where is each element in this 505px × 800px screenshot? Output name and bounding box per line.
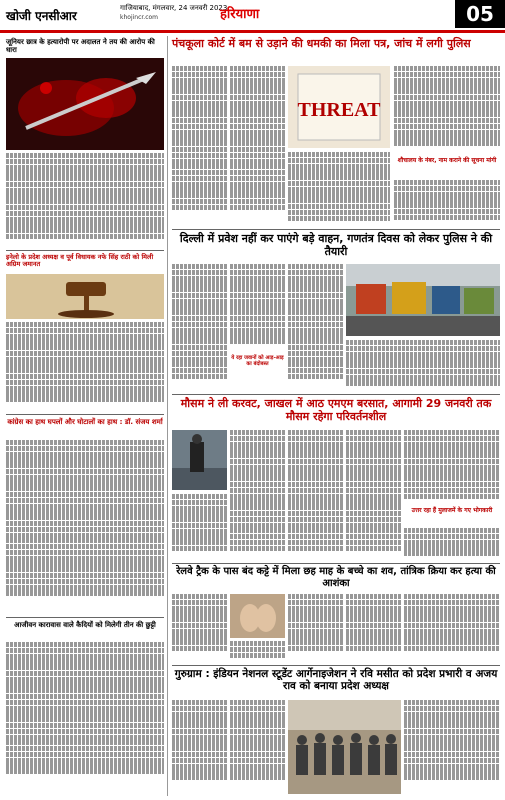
left-story3-headline: कांग्रेस का हाथ घपलों और घोटालों का हाथ : डॉ. संजय शर्मा xyxy=(7,418,163,426)
section-title: हरियाणा xyxy=(220,7,260,22)
left-story3-body xyxy=(6,440,164,615)
left-story1-body xyxy=(6,153,164,248)
right-side-headline: शौचालय के नंबर, नाम कराने की सूचना मांगी xyxy=(397,157,497,164)
delhi-story-body-1 xyxy=(172,264,227,390)
gurugram-story-body-2 xyxy=(230,700,285,794)
weather-photo xyxy=(172,430,227,490)
top-story-body-2 xyxy=(230,66,285,226)
gurugram-story-headline: गुरुग्राम : इंडियन नेशनल स्टूडेंट आर्गेनाइजेशन ने रवि मसीत को प्रदेश प्रभारी व अजय राव को बनाया प्रदेश अध्यक्ष xyxy=(174,668,498,693)
traffic-photo xyxy=(346,264,500,336)
top-story-body-1 xyxy=(172,66,227,226)
page-number: 05 xyxy=(455,0,505,28)
left-story2-body xyxy=(6,322,164,412)
delhi-story-body-4 xyxy=(346,340,500,390)
railway-story-body-3 xyxy=(288,594,343,662)
gavel-image xyxy=(6,274,164,319)
masthead-rule xyxy=(0,30,505,33)
railway-story-body-4 xyxy=(346,594,401,662)
weather-side-body xyxy=(404,528,500,560)
gurugram-story-body-3 xyxy=(404,700,500,794)
weather-story-body-3 xyxy=(288,430,343,560)
delhi-story-body-2 xyxy=(230,264,285,354)
railway-story-body-1 xyxy=(172,594,227,662)
delhi-story-headline: दिल्ली में प्रवेश नहीं कर पाएंगे बड़े वाहन, गणतंत्र दिवस को लेकर पुलिस ने की तैयारी xyxy=(179,232,493,258)
paper-name: खोजी एनसीआर xyxy=(6,9,77,23)
weather-story-headline: मौसम ने ली करवट, जाखल में आठ एमएम बरसात, आगामी 29 जनवरी तक मौसम रहेगा परिवर्तनशील xyxy=(180,397,492,423)
top-story-headline: पंचकूला कोर्ट में बम से उड़ाने की धमकी का मिला पत्र, जांच में लगी पुलिस xyxy=(172,37,471,50)
top-story-body-4 xyxy=(394,66,500,156)
gurugram-story-body-1 xyxy=(172,700,227,794)
left-story1-headline: जूनियर छात्र के हत्यारोपी पर अदालत ने तय की आरोप की धारा xyxy=(6,38,155,55)
railway-story-headline: रेलवे ट्रैक के पास बंद कट्टे में मिला छह माह के बच्चे का शव, तांत्रिक क्रिया कर हत्या की आशंका xyxy=(176,566,496,589)
delhi-story-body-3 xyxy=(288,264,343,390)
left-story4-body xyxy=(6,642,164,794)
railway-story-body-5 xyxy=(404,594,500,662)
weather-side-headline: उत्तर रहा हैं मुलाजमें के गए भोगकारी xyxy=(411,507,493,514)
group-photo xyxy=(288,700,401,794)
railway-story-body-2 xyxy=(230,641,285,662)
left-story4-headline: आजीवन कारावास वाले कैदियों को मिलेगी तीन की छुट्टी xyxy=(14,621,156,629)
weather-story-body-1 xyxy=(172,494,227,560)
child-feet-photo xyxy=(230,594,285,638)
masthead xyxy=(0,0,505,34)
weather-story-body-5 xyxy=(404,430,500,506)
date-line: गाजियाबाद, मंगलवार, 24 जनवरी 2023 xyxy=(120,4,228,12)
site-url: khojincr.com xyxy=(120,14,159,21)
threat-image xyxy=(288,66,390,148)
right-side-body xyxy=(394,180,500,226)
threat-text: THREAT xyxy=(297,99,381,121)
crime-illustration xyxy=(6,58,164,150)
top-story-body-3 xyxy=(288,152,390,226)
left-story2-headline: इनेलो के प्रदेश अध्यक्ष व पूर्व विधायक नफे सिंह राठी को मिली अग्रिम जमानत xyxy=(6,253,154,269)
delhi-sub-headline: ये रहा जवानों को आड़-आड़ का बंदोबस्त xyxy=(231,355,284,367)
weather-story-body-2 xyxy=(230,430,285,560)
weather-story-body-4 xyxy=(346,430,401,560)
